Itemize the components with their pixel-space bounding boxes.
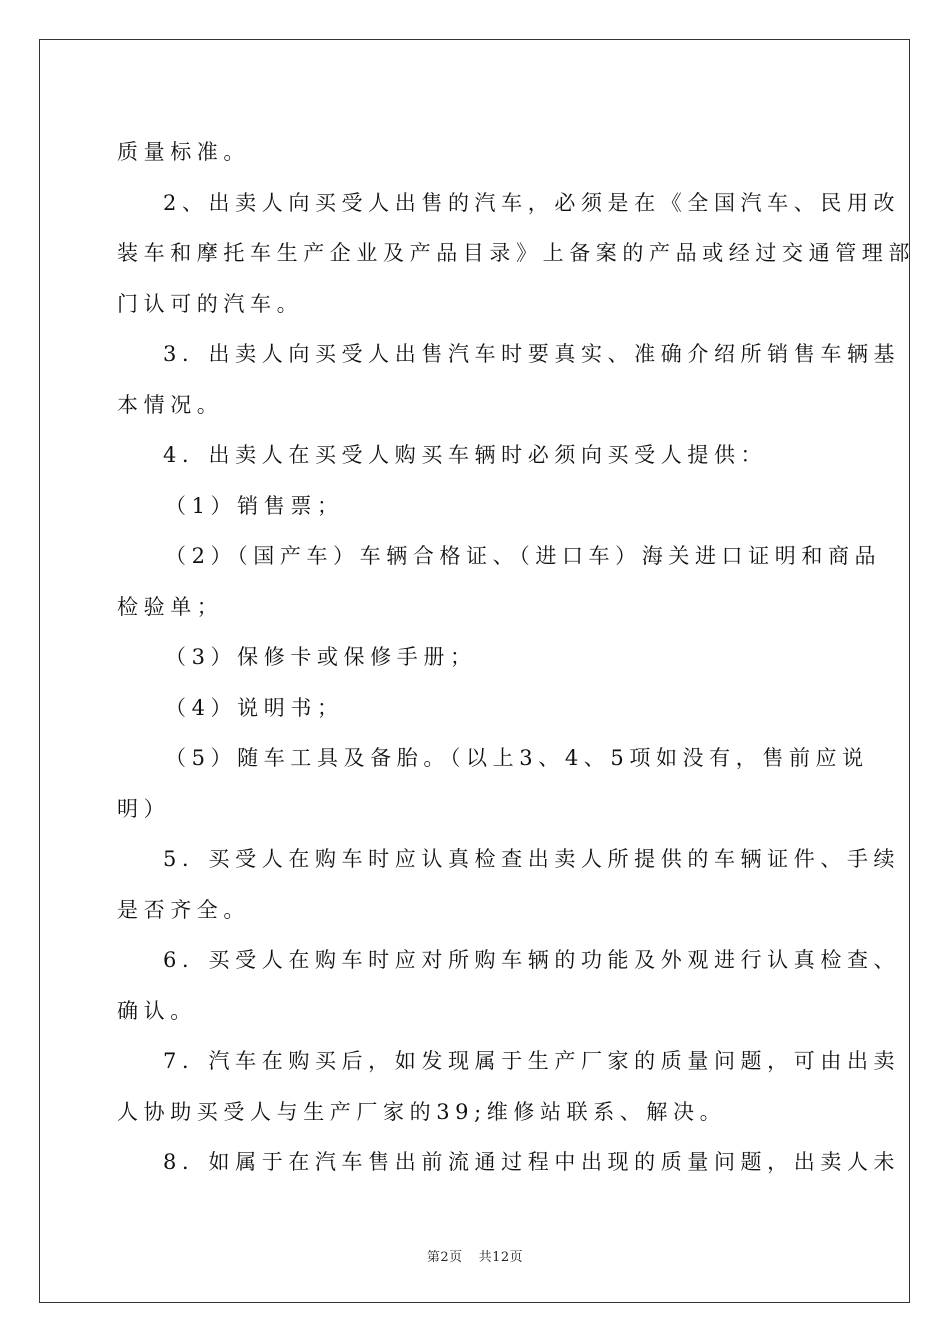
text-line: 明） [117, 796, 171, 821]
list-item: （5）随车工具及备胎。（以上3、4、5项如没有，售前应说 [165, 746, 869, 770]
text-line: 是否齐全。 [117, 897, 250, 922]
list-item: （2）（国产车）车辆合格证、（进口车）海关进口证明和商品 [165, 544, 882, 568]
text-line: 确认。 [117, 998, 197, 1023]
list-item: （1）销售票； [165, 493, 344, 518]
paragraph-line: 7．汽车在购买后，如发现属于生产厂家的质量问题，可由出卖 [163, 1049, 901, 1073]
list-item: （4）说明书； [165, 695, 344, 720]
text-line: 检验单； [117, 594, 224, 619]
text-line: 人协助买受人与生产厂家的39;维修站联系、解决。 [117, 1099, 727, 1124]
paragraph-line: 5．买受人在购车时应认真检查出卖人所提供的车辆证件、手续 [163, 847, 901, 871]
paragraph-line: 4．出卖人在买受人购买车辆时必须向买受人提供： [163, 443, 768, 467]
page-total: 共12页 [478, 1250, 524, 1265]
paragraph-line: 3．出卖人向买受人出售汽车时要真实、准确介绍所销售车辆基 [163, 342, 901, 366]
paragraph-line: 6．买受人在购车时应对所购车辆的功能及外观进行认真检查、 [163, 948, 901, 972]
text-line: 本情况。 [117, 392, 224, 417]
text-line: 门认可的汽车。 [117, 291, 304, 316]
list-item: （3）保修卡或保修手册； [165, 645, 477, 669]
text-line: 质量标准。 [117, 140, 250, 164]
text-line: 装车和摩托车生产企业及产品目录》上备案的产品或经过交通管理部 [117, 241, 915, 265]
document-body [117, 127, 915, 1188]
paragraph-line: 2、出卖人向买受人出售的汽车，必须是在《全国汽车、民用改 [163, 190, 901, 215]
page-number: 第2页 [426, 1250, 463, 1265]
page-footer [0, 1246, 950, 1265]
paragraph-line: 8．如属于在汽车售出前流通过程中出现的质量问题，出卖人未 [163, 1150, 901, 1174]
